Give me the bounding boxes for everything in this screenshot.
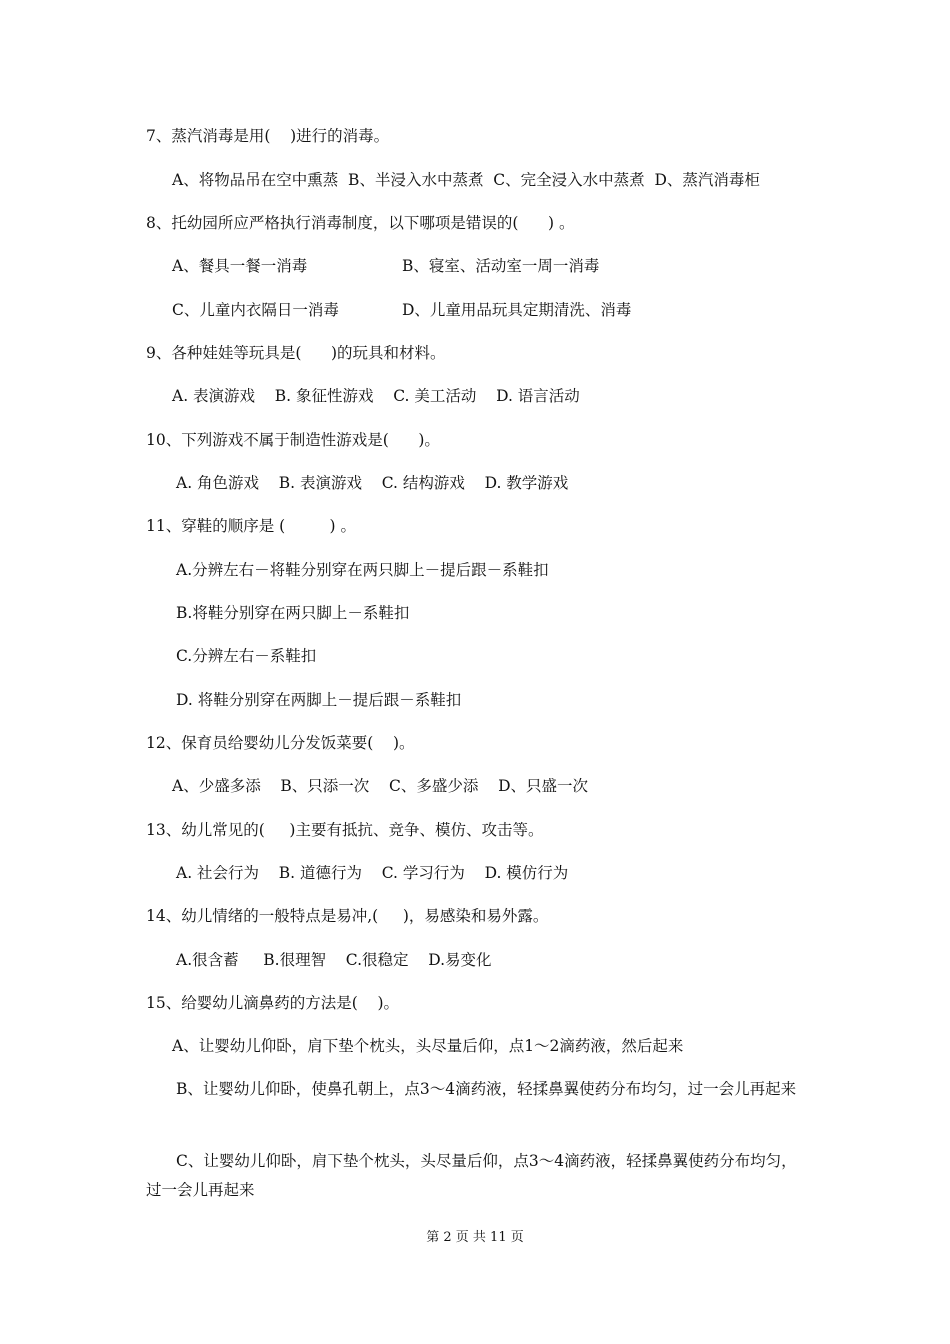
question-9-stem: 9、各种娃娃等玩具是( )的玩具和材料。 xyxy=(146,344,446,362)
question-10-options: A. 角色游戏 B. 表演游戏 C. 结构游戏 D. 教学游戏 xyxy=(176,474,569,492)
question-7-options: A、将物品吊在空中熏蒸 B、半浸入水中蒸煮 C、完全浸入水中蒸煮 D、蒸汽消毒柜 xyxy=(172,171,760,189)
question-8-stem: 8、托幼园所应严格执行消毒制度，以下哪项是错误的( ) 。 xyxy=(146,214,575,232)
question-15-option-a: A、让婴幼儿仰卧，肩下垫个枕头，头尽量后仰，点1～2滴药液，然后起来 xyxy=(172,1037,684,1055)
question-13-stem: 13、幼儿常见的( )主要有抵抗、竞争、模仿、攻击等。 xyxy=(146,821,544,839)
question-15-stem: 15、给婴幼儿滴鼻药的方法是( )。 xyxy=(146,994,400,1012)
question-8-option-c: C、儿童内衣隔日一消毒 xyxy=(172,301,339,319)
question-8-option-d: D、儿童用品玩具定期清洗、消毒 xyxy=(402,301,632,319)
question-11-stem: 11、穿鞋的顺序是 ( ) 。 xyxy=(146,517,357,535)
question-8-option-a: A、餐具一餐一消毒 xyxy=(172,257,308,275)
question-11-option-a: A.分辨左右－将鞋分别穿在两只脚上－提后跟－系鞋扣 xyxy=(176,561,549,579)
question-15-option-b: B、让婴幼儿仰卧，使鼻孔朝上，点3～4滴药液，轻揉鼻翼使药分布均匀，过一会儿再起来 xyxy=(176,1080,797,1098)
question-12-options: A、少盛多添 B、只添一次 C、多盛少添 D、只盛一次 xyxy=(172,777,588,795)
question-12-stem: 12、保育员给婴幼儿分发饭菜要( )。 xyxy=(146,734,415,752)
question-11-option-b: B.将鞋分别穿在两只脚上－系鞋扣 xyxy=(176,604,410,622)
question-10-stem: 10、下列游戏不属于制造性游戏是( )。 xyxy=(146,431,440,449)
question-15-option-c: C、让婴幼儿仰卧，肩下垫个枕头，头尽量后仰，点3～4滴药液，轻揉鼻翼使药分布均匀，过一会儿再起来 xyxy=(146,1152,797,1199)
question-14-stem: 14、幼儿情绪的一般特点是易冲,( )，易感染和易外露。 xyxy=(146,907,549,925)
question-11-option-c: C.分辨左右－系鞋扣 xyxy=(176,647,317,665)
question-11-option-d: D. 将鞋分别穿在两脚上－提后跟－系鞋扣 xyxy=(176,691,462,709)
question-13-options: A. 社会行为 B. 道德行为 C. 学习行为 D. 模仿行为 xyxy=(176,864,569,882)
question-9-options: A. 表演游戏 B. 象征性游戏 C. 美工活动 D. 语言活动 xyxy=(172,387,580,405)
question-8-option-b: B、寝室、活动室一周一消毒 xyxy=(402,257,600,275)
question-14-options: A.很含蓄 B.很理智 C.很稳定 D.易变化 xyxy=(176,951,492,969)
page-footer: 第 2 页 共 11 页 xyxy=(426,1230,524,1245)
question-7-stem: 7、蒸汽消毒是用( )进行的消毒。 xyxy=(146,127,390,145)
